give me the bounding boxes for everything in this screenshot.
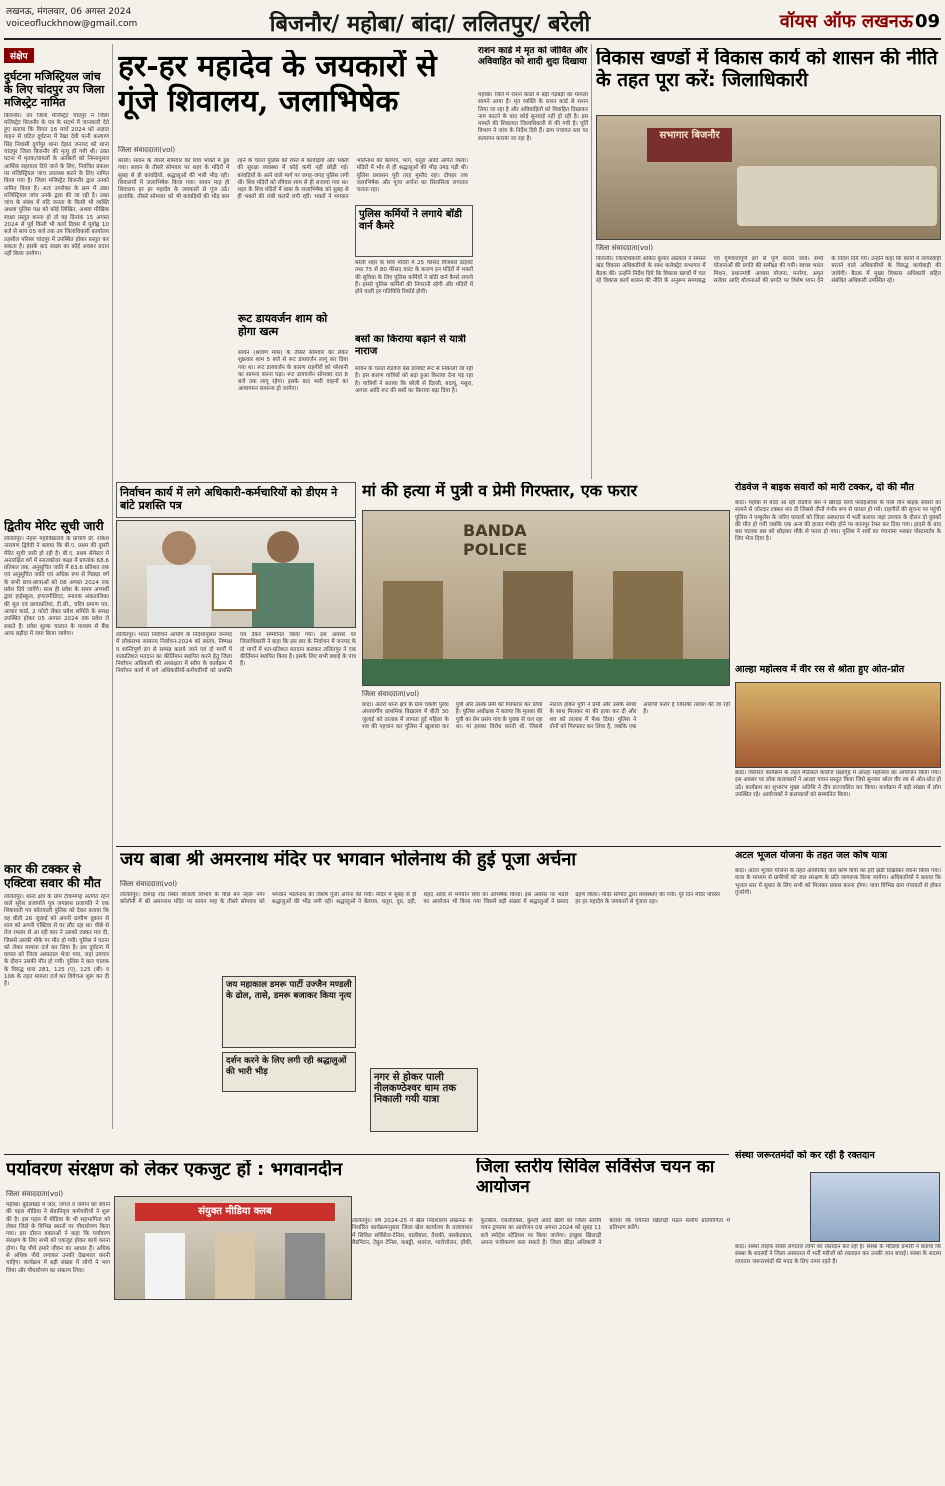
paryavaran-photo (114, 1196, 352, 1300)
maa-byline: जिला संवाददाता(vol) (362, 690, 420, 698)
maa-body: बांदा। अतर्रा थाना क्षेत्र के ग्राम चकवी पुरवा अंध्यवर्गीय प्राथमिक विद्यालय में बीती 30 जुलाई को तालाब में लापता हुई महिला के शव की पहचान कर पुलिस ने खुलासा कर पुत्री और उसके प्रेमी को गिरफ्तार कर लिया है। पुलिस अधीक्षक ने बताया कि मृतका की पुत्री का प्रेम प्रसंग गांव के युवक से चल रहा था। मां इसका विरोध करती थी, जिससे नाराज होकर पुत्री ने प्रेमी और उसके साथी के साथ मिलकर मां की हत्या कर दी और शव को तालाब में फेंक दिया। पुलिस ने दोनों को गिरफ्तार कर लिया है, जबकि एक आरोपी फरार है जिसकी तलाश की जा रही है। (362, 702, 730, 730)
sankshep-3-body: ललितपुर। थाना क्षेत्र के ग्राम टीकमगढ़ अंतर्गत रहने वाले सूरेश प्रजापति पुत्र जगन्नाथ प्रजापति ने एक शिकायती पत्र कोतवाली पुलिस को देकर बताया कि वह बीती 26 जुलाई को अपनी ग्रामीण दुकान से शाम को अपनी एक्टिवा से घर लौट रहा था। पीछे से तेज रफ्तार से आ रही कार ने उसको टक्कर मार दी, जिससे उसकी मौके पर मौत हो गयी। पुलिस ने घटना को लेकर मामला दर्ज कर लिया है। इस दुर्घटना में घायल को जिला अस्पताल भेजा गया, जहां उपचार के दौरान उसकी मौत हो गयी। पुलिस ने कार चालक के विरुद्ध धारा 281, 125 (ए), 125 (बी) व 106 के तहत मामला दर्ज कर विवेचना शुरू कर दी है। (4, 893, 109, 988)
section-rule (116, 846, 941, 847)
conference-table (737, 166, 937, 226)
camera-headline: पुलिस कर्मियों ने लगाये बॉडी वार्न कैमरे (359, 209, 462, 232)
masthead-date-block (6, 6, 176, 36)
alha-photo (735, 682, 941, 768)
newspaper-brand: वॉयस ऑफ लखनऊ (779, 11, 913, 32)
vikas-byline: जिला संवाददाता(vol) (596, 244, 654, 252)
sanstha-body: बांदा। संस्था लाइफ सेवर्स लगातार लोगों को रक्तदान कर रही है। संस्था के मीडिया प्रभारी ने बताया कि संस्था के सदस्यों ने जिला अस्पताल में भर्ती मरीजों को रक्तदान कर उनकी जान बचाई। संस्था के सदस्य लगातार जरूरतमंदों की मदद के लिए तत्पर रहते हैं। (735, 1244, 941, 1265)
roadways-headline: रोडवेज ने बाइक सवारों को मारी टक्कर, दो की मौत (735, 482, 914, 493)
person-head (162, 531, 196, 565)
bus-headline: बसों का किराया बढ़ाने से यात्री नाराज (355, 334, 466, 357)
atal-headline: अटल भूजल योजना के तहत जल कोष यात्रा (735, 850, 888, 861)
shiv-body: बरेली। सावन के तीसरे सोमवार को शिव भक्ति में डूब गया। सावन के तीसरे सोमवार पर शहर के मंदिरों में सुबह से ही कांवड़ियों, श्रद्धालुओं की भारी भीड़ रही। शिवालयों में जलाभिषेक किया गया। सावन माह ही शिवालय हर हर महादेव के जयकारों से गूंज उठे। हालांकि, तीसरे सोमवार को भी कांवड़ियों की भीड़ कम रहने के चलते पुलिस को रास्ते में कांवड़ियों और भक्तों की सुरक्षा व्यवस्था में कोई कमी नहीं छोड़ी गई। कांवड़ियों के आने वाले मार्ग पर जगह-जगह पुलिस लगी थी। शिव मंदिरों को रविवार शाम से ही सजाया गया था। शहर के शिव मंदिरों में बाबा के जलाभिषेक को सुबह से ही भक्तों की लंबी कतारें लगी रहीं। भक्तों ने भगवान भोलेनाथ को बेलपत्र, भांग, धतूरा आदि अर्पित किया। मंदिरों में भोर से ही श्रद्धालुओं की भीड़ उमड़ पड़ी थी। पुलिस प्रशासन पूरी तरह मुस्तैद रहा। दोपहर तक जलाभिषेक और पूजा अर्चना का सिलसिला लगातार चलता रहा। (118, 158, 468, 201)
photo-banner: संयुक्त मीडिया क्लब (135, 1203, 335, 1221)
roadways-body: बांदा। महोबा से बांदा आ रही रोडवेज बस ने खैराड़ा रेलवे फ्लाईओवर के पास तीन बाइक सवारों को सामने से जोरदार टक्कर मार दी जिससे तीनों गंभीर रूप से घायल हो गये। राहगीरों की सूचना पर पहुंची पुलिस ने एम्बुलेंस के जरिए घायलों को जिला अस्पताल में भर्ती कराया जहां उपचार के दौरान दो युवकों की मौत हो गयी जबकि एक अन्य की हालत गंभीर होने पर कानपुर रेफर कर दिया गया। हादसे के बाद बस चालक बस को छोड़कर मौके से फरार हो गया। पुलिस ने शवों का पंचनामा भरकर पोस्टमार्टम के लिए भेज दिया है। (735, 500, 941, 543)
amarnath-byline: जिला संवाददाता(vol) (120, 880, 178, 888)
section-title: बिजनौर/ महोबा/ बांदा/ ललितपुर/ बरेली (269, 12, 591, 37)
sankshep-1-title: दुर्घटना मजिस्ट्रियल जांच के लिए चांदपुर उप जिला मजिस्ट्रेट नामित (4, 70, 105, 110)
camera-body: बरेली शहर के शिव मंदिरों में 25 फीसद विजबल डाइवर्ट तथा 75 से 80 फीसद वारंट के कारण इन मंदिरों में भक्तों की सुविधा के लिए पुलिस कर्मियों ने बॉडी वार्न कैमरे लगाये हैं। इससे पुलिस कर्मियों की निगरानी रहेगी और मंदिरों में होने वाली हर गतिविधि रिकॉर्ड होगी। (355, 260, 473, 296)
nirvachan-body: ललितपुर। भारत निर्वाचन आयोग के निर्देशानुसार जनपद में लोकसभा सामान्य निर्वाचन-2024 को स्वतंत्र, निष्पक्ष व शान्तिपूर्ण ढंग से सम्पन्न कराये जाने एवं दो मार्गों में शतप्रतिशत मतदान का कीर्तिमान स्थापित करने हेतु जिला निर्वाचन अधिकारी की अध्यक्षता में स्वीप के कार्यक्रम में निर्वाचन कार्य में लगे अधिकारियों-कर्मचारियों को प्रशस्ति पत्र देकर सम्मानित किया गया। इस अवसर पर जिलाधिकारी ने कहा कि इस बार के निर्वाचन में जनपद के दो मार्गों में शत-प्रतिशत मतदान कराकर ललितपुर ने एक कीर्तिमान स्थापित किया है। इसके लिए सभी बधाई के पात्र हैं। (116, 632, 356, 675)
column-rule (591, 44, 592, 479)
masthead-rule (4, 38, 941, 40)
paryavaran-headline: पर्यावरण संरक्षण को लेकर एकजुट हों : भगवानदीन (6, 1160, 343, 1180)
sankshep-2-body: ललितपुर। नेहरू महाविद्यालय के प्राचार्य प्रो. राकेश नारायण द्विवेदी ने बताया कि बी.ए. प्रथम की दूसरी मेरिट सूची जारी हो रही है। बी.ए. प्रथम सेमेस्टर में अनारक्षित वर्ग में स्नातकोत्तर कक्षा में प्राप्तांक 68.6 प्रतिशत तक, अनुसूचित जाति में 63.6 प्रतिशत तक एवं अनुसूचित जाति एवं अधिक रूप से पिछड़ा वर्ग के सभी छात्र-छात्राओं को 08 अगस्त 2024 तक प्रवेश दिये जायेंगे। साथ ही प्रवेश के समय अभ्यर्थी द्वारा हाईस्कूल, इण्टरमीडिएट, स्नातक अंकतालिका की मूल एवं छायाप्रतियां, टी.सी., चरित्र प्रमाण पत्र, आधार कार्ड, 2 फोटो लेकर प्रवेश समिति के समक्ष उपस्थित होकर 05 अगस्त 2024 तक प्रवेश ले सकते हैं। प्रवेश शुल्क चालान के माध्यम से बैंक आफ बड़ौदा में जमा किया जायेगा। (4, 535, 109, 637)
paryavaran-byline: जिला संवाददाता(vol) (6, 1190, 64, 1198)
certificate-frame (212, 573, 258, 611)
person-figure (215, 1233, 255, 1299)
pull-quote-2: दर्शन करने के लिए लगी रही श्रद्धालुओं की भारी भीड़ (222, 1052, 356, 1092)
table-cloth (363, 659, 730, 686)
vikas-headline: विकास खण्डों में विकास कार्य को शासन की नीति के तहत पूरा करें: जिलाधिकारी (596, 48, 938, 91)
contact-email: voiceofluckhnow@gmail.com (6, 19, 138, 29)
brand-block (760, 6, 940, 36)
ration-body: महोबा। जिले में राशन कार्डों में बड़ी गड़बड़ी का मामला सामने आया है। मृत व्यक्ति के राशन कार्ड से राशन लिया जा रहा है और अविवाहितों को विवाहित दिखाकर नाम काटने के बाद कोई सुनवाई नहीं हो रही है। इस मामले की शिकायत जिलाधिकारी से की गयी है। पूर्ति विभाग ने जांच के निर्देश दिये हैं। ग्राम पंचायत स्तर पर सत्यापन कराया जा रहा है। (478, 92, 588, 142)
route-headline: रूट डायवर्जन शाम को होगा खत्म (238, 312, 328, 339)
page-number: 09 (914, 10, 940, 32)
banner-text: BANDA POLICE (463, 521, 528, 559)
sankshep-label: संक्षेप (4, 48, 34, 63)
person-head (267, 531, 299, 563)
nirvachan-headline: निर्वाचन कार्य में लगे अधिकारी-कर्मचारियों को डीएम ने बांटे प्रशस्ति पत्र (116, 482, 356, 518)
shiv-headline: हर-हर महादेव के जयकारों से गूंजे शिवालय, जलाभिषेक (118, 50, 437, 119)
atal-body: बांदा। अटल भूजल योजना के तहत आयोजित जल कोष यात्रा को हरी झंडी दिखाकर रवाना किया गया। यात्रा के माध्यम से ग्रामीणों को जल संरक्षण के प्रति जागरूक किया जायेगा। अधिकारियों ने बताया कि भूजल स्तर में सुधार के लिए सभी को मिलकर प्रयास करना होगा। यात्रा विभिन्न ग्राम पंचायतों से होकर गुजरेगी। (735, 868, 941, 896)
column-rule (112, 44, 113, 1129)
civil-body: ललितपुर। वर्ष 2024-25 में खेल निदेशालय लखनऊ के निर्धारित कार्यक्रमानुसार जिला खेल कार्यालय के तत्वावधान में सिविल सर्विसेज-टेनिस, वालीबाल, तैराकी, बास्केटबाल, बैडमिंटन, टेबुल टेनिस, कबड्डी, शतरंज, भारोत्तोलन, हॉकी, फुटबाल, एथलेटिक्स, कुश्ती आदि खेलों का जिला स्तरीय चयन ट्रायल्स का आयोजन 09 अगस्त 2024 को सुबह 11 बजे स्पोर्ट्स स्टेडियम पर किया जायेगा। इच्छुक खिलाड़ी अपना पंजीकरण करा सकते हैं। जिला क्रीड़ा अधिकारी ने बताया कि चयनित खिलाड़ी मंडल स्तरीय प्रतियोगिता में प्रतिभाग करेंगे। (352, 1218, 730, 1246)
ration-headline: राशन कार्ड में मृत को जीवित और अविवाहित को शादी शुदा दिखाया (478, 46, 588, 67)
pull-quote-1: जय महाकाल डमरू पार्टी उज्जैन मण्डली के ढोल, तासे, डमरू बजाकर किया नृत्य (222, 976, 356, 1048)
certificate-photo (116, 520, 356, 628)
amarnath-body: ललितपुर। देवगढ़ रोड स्थित बिजली विभाग के पीछे बने नेहरू नगर कॉलोनी में श्री अमरनाथ मंदिर पर सावन माह के तीसरे सोमवार को भगवान भोलेनाथ की विशेष पूजा अर्चना की गयी। मंदिर में सुबह से ही श्रद्धालुओं की भीड़ लगी रही। श्रद्धालुओं ने बेलपत्र, धतूरा, दूध, दही, शहद आदि से भगवान शिव का अभिषेक किया। इस अवसर पर भंडारे का आयोजन भी किया गया जिसमें बड़ी संख्या में श्रद्धालुओं ने प्रसाद ग्रहण किया। मंदिर समिति द्वारा व्यवस्थाएं की गयीं। पूरे दिन मंदिर परिसर हर हर महादेव के जयकारों से गूंजता रहा। (120, 892, 720, 906)
person-figure (145, 1233, 185, 1299)
vikas-body: बिजनौर। जिलाधिकारी अंकित कुमार अग्रवाल ने समस्त खंड विकास अधिकारियों के साथ कलेक्ट्रेट सभागार में बैठक की। उन्होंने निर्देश दिये कि विकास खण्डों में चल रहे विकास कार्य शासन की नीति के अनुरूप समयबद्ध एवं गुणवत्तापूर्ण ढंग से पूर्ण कराये जायें। सभी योजनाओं की प्रगति की समीक्षा की गयी। स्वच्छ भारत मिशन, प्रधानमंत्री आवास योजना, मनरेगा, अमृत सरोवर आदि योजनाओं की प्रगति पर विशेष ध्यान देने के निर्देश दिये गये। उन्होंने कहा कि कार्यों में लापरवाही बरतने वाले अधिकारियों के विरुद्ध कार्यवाही की जायेगी। बैठक में मुख्य विकास अधिकारी सहित संबंधित अधिकारी उपस्थित रहे। (596, 256, 941, 284)
paryavaran-body: महोबा। बुंदेलखंड में जल, जंगल व जमीन को बचाने की पहल मीडिया ने सेवानिवृत्त कर्मचारियों ने शुरू की है। इस पहल में मीडिया के भी सहभागिता को लेकर जिले के विभिन्न स्थानों पर पौधारोपण किया गया। इस दौरान वक्ताओं ने कहा कि पर्यावरण संरक्षण के लिए सभी को एकजुट होकर कार्य करना होगा। पेड़ पौधे हमारे जीवन का आधार हैं। अधिक से अधिक पौधे लगाकर उनकी देखभाल करनी चाहिए। कार्यक्रम में बड़ी संख्या में लोगों ने भाग लिया और पौधारोपण का संकल्प लिया। (6, 1202, 110, 1274)
bus-body: सावन के चलते रोडवेज बस डायवर्ट रूट से निकाली जा रही हैं। इस कारण यात्रियों को बढ़ा हुआ किराया देना पड़ रहा है। यात्रियों ने बताया कि बरेली से दिल्ली, बदायूं, मथुरा, आगरा आदि रूट की बसों का किराया बढ़ा दिया है। (355, 366, 473, 394)
blood-donation-photo (810, 1172, 940, 1242)
pull-quote-3: नगर से होकर पाली नीलकण्ठेश्वर धाम तक निकाली गयी यात्रा (370, 1068, 478, 1132)
amarnath-headline: जय बाबा श्री अमरनाथ मंदिर पर भगवान भोलेनाथ की हुई पूजा अर्चना (120, 850, 577, 870)
section-rule (4, 1154, 729, 1155)
camera-box (355, 205, 473, 257)
police-photo (362, 510, 730, 686)
maa-headline: मां की हत्या में पुत्री व प्रेमी गिरफ्तार, एक फरार (362, 482, 638, 500)
sankshep-2-title: द्वितीय मेरिट सूची जारी (4, 518, 104, 533)
issue-date: लखनऊ, मंगलवार, 06 अगस्त 2024 (6, 7, 132, 17)
sanstha-headline: संस्था जरूरतमंदों को कर रही है रक्तदान (735, 1150, 875, 1161)
person-body (252, 563, 314, 628)
photo-sign: सभागार बिजनौर (647, 128, 732, 162)
person-figure (285, 1233, 325, 1299)
alha-headline: आल्हा महोत्सव में वीर रस से श्रोता हुए ओत-प्रोत (735, 664, 905, 675)
meeting-photo (596, 115, 941, 240)
civil-headline: जिला स्तरीय सिविल सर्विसेज चयन का आयोजन (476, 1158, 715, 1197)
shiv-byline: जिला संवाददाता(vol) (118, 146, 176, 154)
alha-body: बांदा। विरासत कार्यक्रम के तहत मेडिकल कॉलेज प्रेक्षागृह में आल्हा महोत्सव का आयोजन किया गया। इस अवसर पर लोक कलाकारों ने आल्हा गायन प्रस्तुत किया जिसे सुनकर श्रोता वीर रस से ओत-प्रोत हो उठे। कार्यक्रम का शुभारंभ मुख्य अतिथि ने दीप प्रज्ज्वलित कर किया। कार्यक्रम में बड़ी संख्या में लोग उपस्थित रहे। आयोजकों ने कलाकारों को सम्मानित किया। (735, 770, 941, 798)
sankshep-1-body: बिजनौर। उप जिला मजिस्ट्रेट चांदपुर ने जिला मजिस्ट्रेट बिजनौर के पत्र के संदर्भ में जानकारी देते हुए बताया कि विगत 16 मार्च 2024 को अज्ञात वाहन से घटित दुर्घटना में रेखा देवी पत्नी कल्याण सिंह निवासी दुर्गापुर थाना देहात जनपद को थाना चांदपुर जिला बिजनौर की मृत्यु हो गयी थी। उक्त घटना में मृतक/घायलों के आश्रितों को निम्नानुसार आर्थिक सहायता दिये जाने के लिए, नियंत्रित प्रकाश पर मजिस्ट्रियल जांच उपलब्ध करने के लिए नामित किया गया है। जिला मजिस्ट्रेट बिजनौर द्वारा उनको नामित किया है। अतः उपरोक्त के क्रम में उक्त मजिस्ट्रियल जांच उनके द्वारा की जा रही है। उक्त जांच के संबंध में यदि जनता के किसी भी व्यक्ति अथवा पुलिस पक्ष को कोई लिखित, अथवा मौखिक साक्ष्य प्रस्तुत करना हो तो वह दिनांक 15 अगस्त 2024 से पूर्व किसी भी कार्य दिवस में पूर्वाह्न 10 बजे से सायं 05 बजे तक उप जिलाधिकारी कार्यालय तहसील परिसर चांदपुर में उपस्थित होकर प्रस्तुत कर सकता है। इसके बाद साक्ष्य का कोई अवसर प्रदान नहीं किया जायेगा। (4, 112, 109, 258)
person-body (147, 565, 211, 628)
sankshep-3-title: कार की टक्कर से एक्टिवा सवार की मौत (4, 861, 101, 891)
route-body: सावन (श्रावण मास) के तीसरे सोमवार को लेकर शुक्रवार शाम 5 बजे से रूट डायवर्जन लागू कर दिया गया था। रूट डायवर्जन के कारण राहगीरों को परेशानी का सामना करना पड़ा। रूट डायवर्जन सोमवार रात 8 बजे तक लागू रहेगा। इसके बाद भारी वाहनों का आवागमन सामान्य हो जायेगा। (238, 350, 348, 393)
sankshep-column (4, 44, 109, 1129)
